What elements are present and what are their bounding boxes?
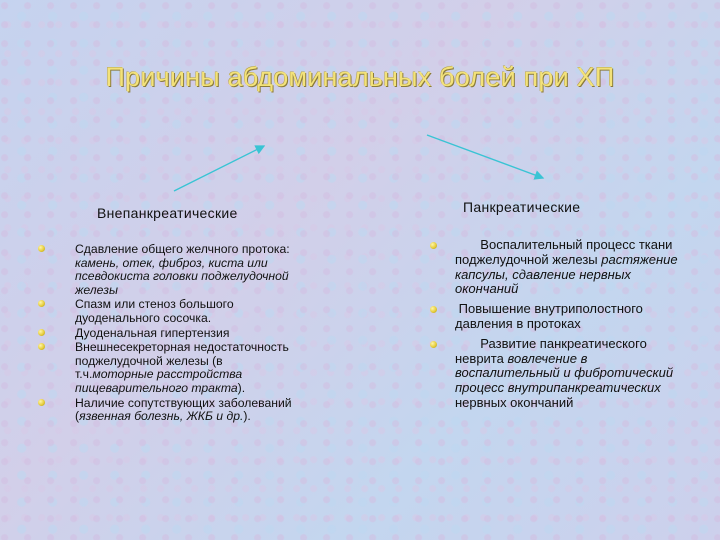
list-item: Наличие сопутствующих заболеваний (язвенная болезнь, ЖКБ и др.). <box>38 397 298 424</box>
bullet-icon <box>38 245 45 252</box>
bullet-icon <box>430 242 437 249</box>
list-item: Спазм или стеноз большого дуоденального сосочка. <box>38 298 298 325</box>
bullet-icon <box>430 341 437 348</box>
left-arrow <box>174 146 264 191</box>
list-item: Дуоденальная гипертензия <box>38 327 298 341</box>
list-item: Сдавление общего желчного протока: камень, отек, фиброз, киста или псевдокиста головки поджелудочной железы <box>38 243 298 297</box>
right-cause-list <box>430 238 690 416</box>
slide-title: Причины абдоминальных болей при ХП <box>105 62 615 92</box>
list-item: Внешнесекреторная недостаточность поджелудочной железы (в т.ч.моторные расстройства пищеварительного тракта). <box>38 341 298 395</box>
list-item: Развитие панкреатического неврита вовлечение в воспалительный и фибротический процесс внутрипанкреатических нервных окончаний <box>430 337 690 411</box>
right-column-heading: Панкреатические <box>463 199 581 215</box>
bullet-icon <box>38 343 45 350</box>
list-item: Повышение внутриполостного давления в протоках <box>430 302 690 332</box>
left-column-heading: Внепанкреатические <box>97 205 238 221</box>
bullet-icon <box>430 306 437 313</box>
list-item: Воспалительный процесс ткани поджелудочной железы растяжение капсулы, сдавление нервных окончаний <box>430 238 690 297</box>
bullet-icon <box>38 399 45 406</box>
left-cause-list <box>38 243 298 425</box>
bullet-icon <box>38 329 45 336</box>
right-arrow <box>427 135 543 178</box>
bullet-icon <box>38 300 45 307</box>
